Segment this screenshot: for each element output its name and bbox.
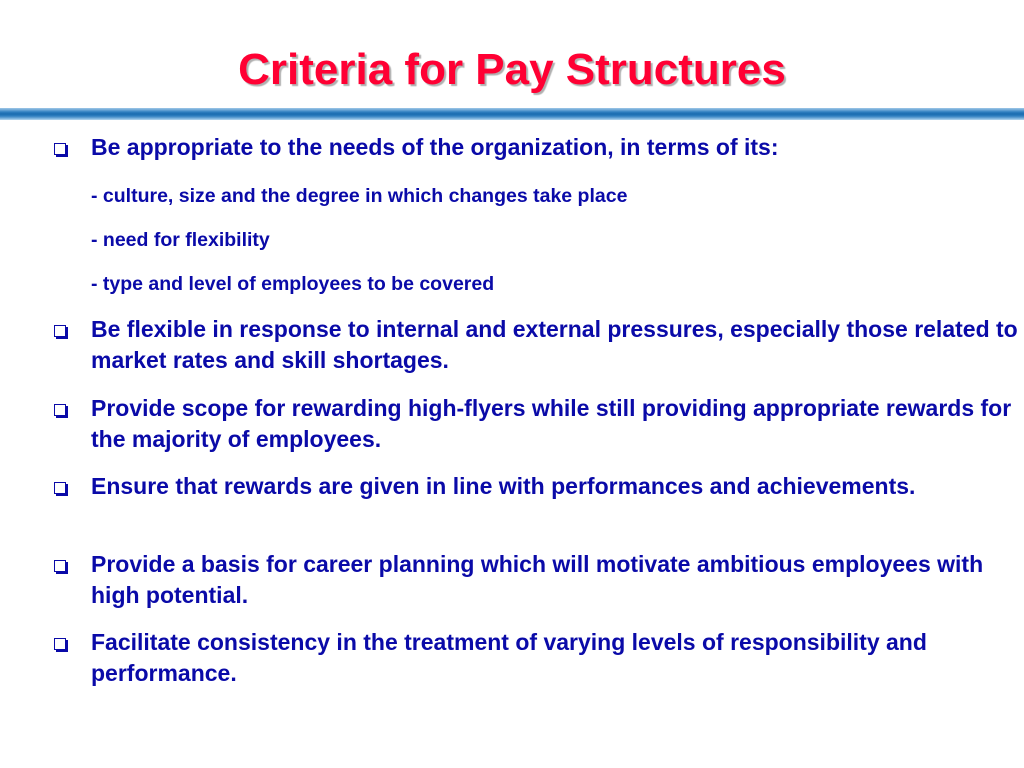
bullet-text: Provide scope for rewarding high-flyers while still providing appropriate rewards for the majority of employees. bbox=[91, 395, 1012, 452]
sub-item bbox=[50, 183, 1024, 209]
bullet-item bbox=[50, 314, 1024, 376]
bullet-item bbox=[50, 549, 1024, 611]
hollow-square-bullet-icon bbox=[54, 560, 66, 572]
sub-item-text: - culture, size and the degree in which changes take place bbox=[91, 185, 628, 207]
bullet-text: Provide a basis for career planning which will motivate ambitious employees with high potential. bbox=[91, 551, 984, 608]
slide-title: Criteria for Pay Structures bbox=[238, 45, 786, 94]
bullet-text: Be appropriate to the needs of the organization, in terms of its: bbox=[91, 134, 779, 160]
bullet-item bbox=[50, 132, 1024, 163]
hollow-square-bullet-icon bbox=[54, 143, 66, 155]
bullet-item bbox=[50, 393, 1024, 455]
bullet-item bbox=[50, 627, 1024, 689]
bullet-text: Ensure that rewards are given in line with performances and achievements. bbox=[91, 473, 916, 499]
bullet-item bbox=[50, 471, 1024, 502]
title-divider-rule bbox=[0, 108, 1024, 120]
sub-item-text: - need for flexibility bbox=[91, 229, 270, 251]
hollow-square-bullet-icon bbox=[54, 404, 66, 416]
bullet-text: Facilitate consistency in the treatment of varying levels of responsibility and performance. bbox=[91, 629, 927, 686]
bullet-text: Be flexible in response to internal and external pressures, especially those related to market rates and skill shortages. bbox=[91, 316, 1018, 373]
hollow-square-bullet-icon bbox=[54, 325, 66, 337]
hollow-square-bullet-icon bbox=[54, 482, 66, 494]
sub-item-text: - type and level of employees to be covered bbox=[91, 273, 495, 295]
sub-item bbox=[50, 227, 1024, 253]
hollow-square-bullet-icon bbox=[54, 638, 66, 650]
sub-item bbox=[50, 271, 1024, 297]
